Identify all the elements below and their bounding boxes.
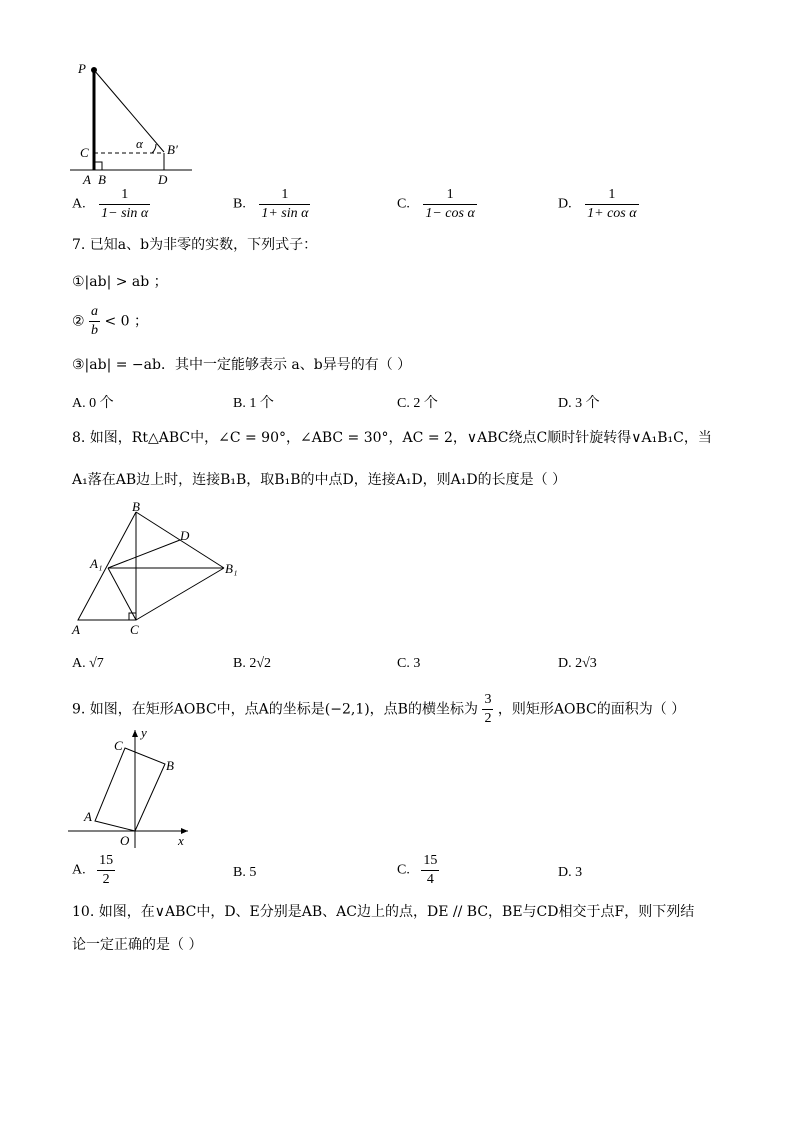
- q7-item-2-tail: < 0 ；: [104, 313, 149, 330]
- q8-option-c: C. 3: [397, 656, 421, 671]
- q7-option-a: A. 0 个: [72, 396, 114, 411]
- q9-label-c: C: [114, 738, 123, 753]
- q8-label-b: B: [132, 500, 140, 514]
- q8-option-d: D. 2√3: [558, 656, 597, 671]
- q9-option-a-letter: A.: [72, 862, 86, 878]
- q9-option-b-text: 5: [249, 865, 257, 880]
- q6-label-d: D: [158, 172, 168, 187]
- q8-label-c: C: [130, 622, 139, 637]
- q9-option-a: [72, 852, 115, 889]
- q6-option-d-letter: D.: [558, 196, 572, 212]
- q7-item-2-fraction: $\frac{a}{b}$: [91, 304, 99, 338]
- q6-option-b: [233, 186, 310, 223]
- q9-stem: [72, 691, 685, 728]
- q9-option-c-fraction: $\frac{15}{4}$: [423, 853, 438, 887]
- q8-label-a: A: [72, 622, 80, 637]
- q9-stem-fraction: $\frac{3}{2}$: [484, 692, 492, 726]
- q6-option-a: [72, 186, 150, 223]
- q6-label-c: C: [80, 145, 89, 160]
- q6-figure: [70, 58, 200, 188]
- q8-label-d: D: [180, 528, 190, 543]
- q9-option-d-letter: D.: [558, 865, 572, 880]
- q9-figure: [68, 724, 198, 852]
- q7-item-2-mark: ②: [72, 313, 85, 330]
- q9-label-a: A: [84, 809, 92, 824]
- q9-label-y: y: [141, 725, 147, 740]
- q8-figure: [66, 500, 256, 640]
- q6-label-bprime: B′: [167, 142, 178, 157]
- q6-option-d: [558, 186, 639, 223]
- q6-option-c: [397, 186, 477, 223]
- q6-option-b-letter: B.: [233, 196, 246, 212]
- q8-option-b: B. 2√2: [233, 656, 272, 671]
- q6-option-b-fraction: $\frac{1}{\text{1+ sin α}}$: [261, 187, 309, 221]
- q8-stem-line-2: A₁落在AB边上时，连接B₁B，取B₁B的中点D，连接A₁D，则A₁D的长度是（ ）: [72, 472, 567, 488]
- q6-option-a-fraction: $\frac{1}{\text{1− sin α}}$: [101, 187, 149, 221]
- q7-item-3: ③|ab| = −ab．其中一定能够表示 a、b异号的有（ ）: [72, 357, 412, 373]
- q6-option-d-fraction: $\frac{1}{\text{1+ cos α}}$: [587, 187, 637, 221]
- q6-option-a-letter: A.: [72, 196, 86, 212]
- q9-label-b: B: [166, 758, 174, 773]
- q9-stem-part-a: 9. 如图，在矩形AOBC中，点A的坐标是(−2,1)，点B的横坐标为: [72, 701, 478, 718]
- q6-label-alpha: α: [136, 136, 143, 151]
- q9-label-o: O: [120, 833, 130, 848]
- q10-stem-line-1: 10. 如图，在∨ABC中，D、E分别是AB、AC边上的点，DE // BC，BE与CD相交于点F，则下列结: [72, 904, 695, 920]
- q9-option-d: [558, 865, 582, 881]
- q7-option-c: C. 2 个: [397, 396, 438, 411]
- q6-label-p: P: [78, 61, 86, 76]
- q9-option-b: [233, 865, 256, 881]
- q9-option-c-letter: C.: [397, 862, 410, 878]
- q9-option-d-text: 3: [575, 865, 583, 880]
- q9-option-a-fraction: $\frac{15}{2}$: [99, 853, 114, 887]
- q8-label-a1: A₁: [90, 556, 103, 571]
- q9-option-b-letter: B.: [233, 865, 246, 880]
- q10-stem-line-2: 论一定正确的是（ ）: [72, 937, 203, 953]
- q9-option-c: [397, 852, 439, 889]
- q7-item-2: [72, 303, 148, 340]
- q8-label-b1: B₁: [225, 561, 238, 576]
- q6-label-a: A: [83, 172, 91, 187]
- q8-stem-line-1: 8. 如图，Rt△ABC中，∠C = 90°，∠ABC = 30°，AC = 2，∨ABC绕点C顺时针旋转得∨A₁B₁C，当: [72, 430, 712, 446]
- q6-option-c-letter: C.: [397, 196, 410, 212]
- q7-item-1: ①|ab| > ab ；: [72, 274, 168, 290]
- q7-option-b: B. 1 个: [233, 396, 274, 411]
- q7-option-d: D. 3 个: [558, 396, 600, 411]
- q9-label-x: x: [178, 833, 184, 848]
- q6-label-b: B: [98, 172, 106, 187]
- q7-stem: 7. 已知a、b为非零的实数，下列式子：: [72, 237, 318, 253]
- q9-stem-part-b: ，则矩形AOBC的面积为（ ）: [497, 701, 686, 718]
- q6-option-c-fraction: $\frac{1}{\text{1− cos α}}$: [425, 187, 475, 221]
- q8-option-a: A. √7: [72, 656, 104, 671]
